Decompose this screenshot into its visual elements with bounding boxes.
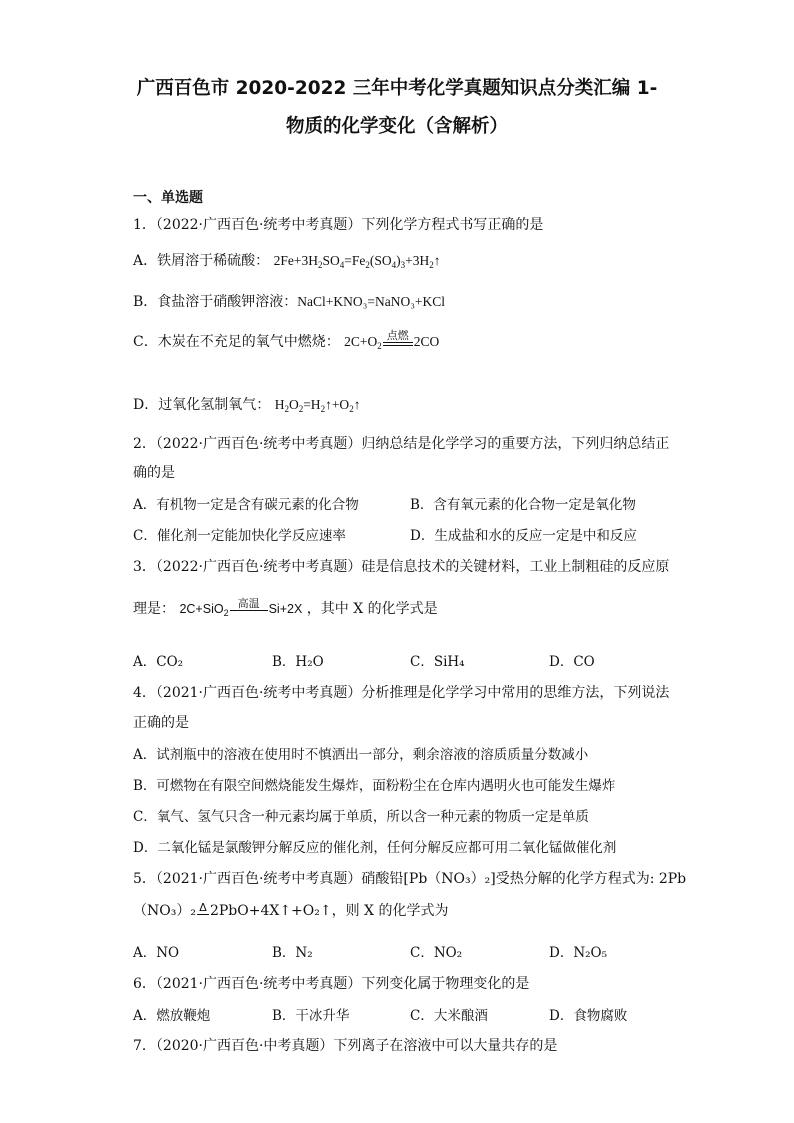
reaction-condition: Δ — [197, 902, 209, 921]
question-7-stem: 7．（2020·广西百色·中考真题）下列离子在溶液中可以大量共存的是 — [133, 1038, 558, 1054]
question-2-line-1: 2．（2022·广西百色·统考中考真题）归纳总结是化学学习的重要方法，下列归纳总结正 — [133, 436, 670, 452]
question-3-prefix: 理是： — [133, 601, 175, 617]
document-title-line-1: 广西百色市 2020-2022 三年中考化学真题知识点分类汇编 1- — [136, 78, 658, 99]
question-1-option-d — [133, 394, 360, 414]
question-1-option-c — [133, 330, 439, 356]
question-3-option-c: C．SiH₄ — [410, 654, 465, 670]
question-5-option-b: B．N₂ — [272, 945, 313, 961]
question-3-line-2 — [133, 598, 438, 621]
option-b-label: B．食盐溶于硝酸钾溶液： — [133, 294, 298, 310]
question-5-prefix: （NO₃）₂ — [133, 903, 196, 919]
question-4-line-2: 正确的是 — [133, 715, 189, 731]
question-4-option-a: A．试剂瓶中的溶液在使用时不慎洒出一部分，剩余溶液的溶质质量分数减小 — [133, 747, 589, 763]
question-3-option-b: B．H₂O — [272, 654, 324, 670]
question-5-option-c: C．NO₂ — [410, 945, 463, 961]
question-4-line-1: 4．（2021·广西百色·统考中考真题）分析推理是化学学习中常用的思维方法，下列说法 — [133, 685, 670, 701]
question-3-line-1: 3．（2022·广西百色·统考中考真题）硅是信息技术的关键材料，工业上制粗硅的反应原 — [133, 559, 670, 575]
document-title-line-2: 物质的化学变化（含解析） — [285, 116, 508, 137]
question-3-option-d: D．CO — [549, 654, 595, 670]
question-2-option-c: C．催化剂一定能加快化学反应速率 — [133, 528, 346, 544]
option-a-formula: $2Fe+3H_2SO_4=Fe_2(SO_4)_3+3H_2↑$ — [273, 253, 441, 270]
question-6-option-b: B．干冰升华 — [272, 1008, 350, 1024]
question-3-option-a: A．CO₂ — [133, 654, 184, 670]
option-c-formula: $2C+O_2$ 点燃 2CO — [344, 334, 439, 349]
question-6-option-c: C．大米酿酒 — [410, 1008, 488, 1024]
question-5-suffix: 2PbO+4X↑+O₂↑，则 X 的化学式为 — [209, 903, 449, 919]
question-5-option-d: D．N₂O₅ — [549, 945, 608, 961]
option-b-formula: NaCl+KNO₃=NaNO₃+KCl — [297, 294, 446, 309]
question-1-option-b — [133, 291, 445, 311]
option-d-label: D．过氧化氢制氧气： — [133, 397, 271, 413]
question-6-stem: 6．（2021·广西百色·统考中考真题）下列变化属于物理变化的是 — [133, 976, 530, 992]
option-c-label: C．木炭在不充足的氧气中燃烧： — [133, 334, 340, 351]
question-5-line-2 — [133, 900, 448, 921]
question-3-suffix: ，其中 X 的化学式是 — [306, 601, 438, 617]
question-4-option-c: C．氧气、氢气只含一种元素均属于单质，所以含一种元素的物质一定是单质 — [133, 809, 589, 825]
question-1-option-a — [133, 250, 440, 270]
reaction-condition: 点燃 — [383, 330, 413, 356]
question-5-option-a: A．NO — [133, 945, 180, 961]
question-1-stem: 1．（2022·广西百色·统考中考真题）下列化学方程式书写正确的是 — [133, 217, 544, 233]
question-6-option-a: A．燃放鞭炮 — [133, 1008, 211, 1024]
option-d-formula: $H_2O_2=H_2↑+O_2↑$ — [274, 397, 361, 414]
question-3-equation: 2C+SiO$_2$ 高温 Si+2X — [179, 602, 302, 616]
question-2-option-a: A．有机物一定是含有碳元素的化合物 — [133, 497, 359, 513]
option-a-label: A．铁屑溶于稀硫酸： — [133, 253, 270, 269]
section-heading: 一、单选题 — [133, 190, 203, 206]
question-5-line-1: 5．（2021·广西百色·统考中考真题）硝酸铅[Pb（NO₃）₂]受热分解的化学方程式为: 2Pb — [133, 871, 687, 887]
question-2-option-b: B．含有氧元素的化合物一定是氧化物 — [410, 497, 636, 513]
question-4-option-b: B．可燃物在有限空间燃烧能发生爆炸，面粉粉尘在仓库内遇明火也可能发生爆炸 — [133, 778, 616, 794]
question-2-option-d: D．生成盐和水的反应一定是中和反应 — [410, 528, 637, 544]
question-2-line-2: 确的是 — [133, 465, 175, 481]
question-4-option-d: D．二氧化锰是氯酸钾分解反应的催化剂，任何分解反应都可用二氧化锰做催化剂 — [133, 840, 617, 856]
question-6-option-d: D．食物腐败 — [549, 1008, 628, 1024]
reaction-condition: 高温 — [230, 598, 268, 621]
